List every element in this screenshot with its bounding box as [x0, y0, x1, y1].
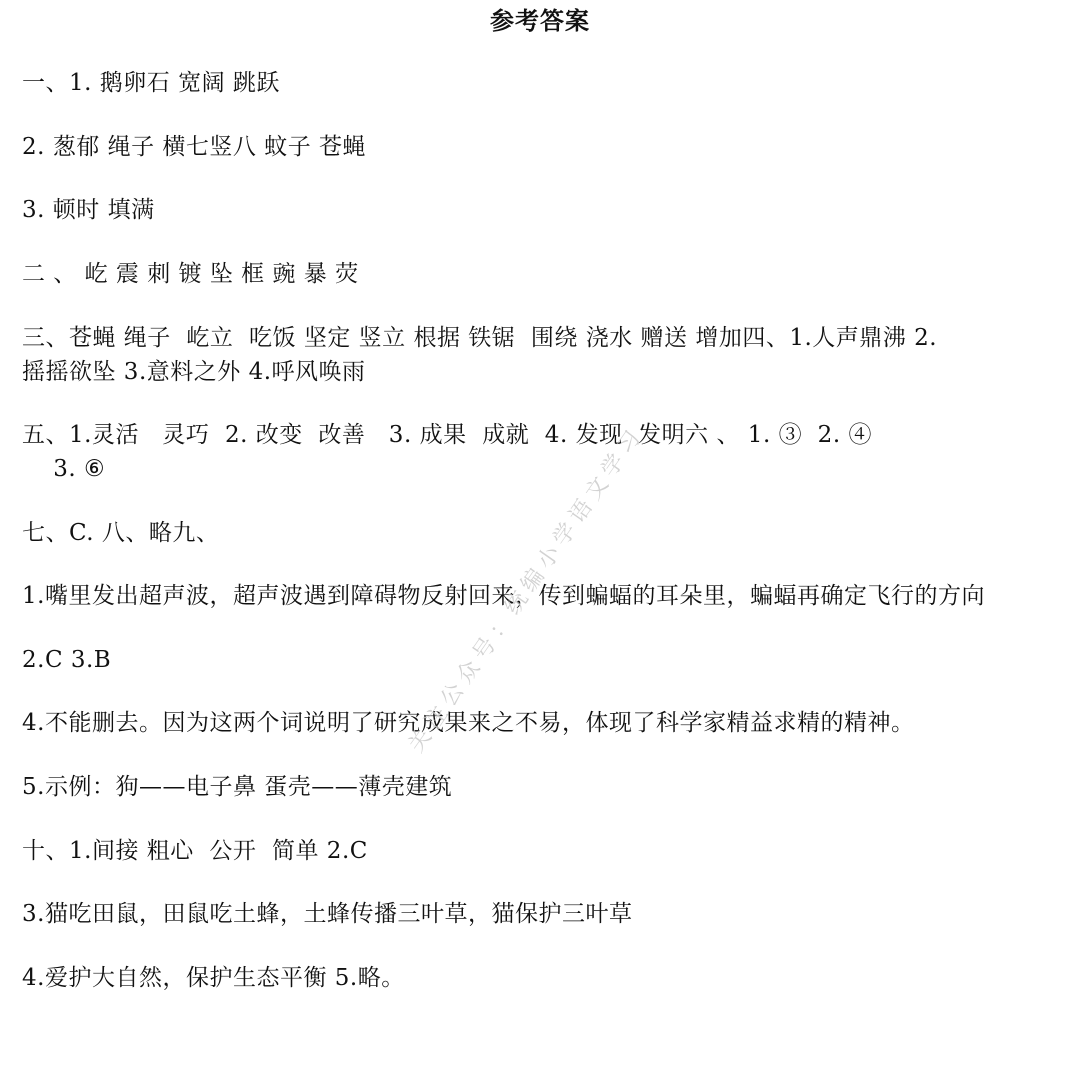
answer-line-13: 3.猫吃田鼠，田鼠吃土蜂，土蜂传播三叶草，猫保护三叶草 [22, 901, 633, 927]
answer-line-7: 七、C. 八、略九、 [22, 520, 220, 546]
page-title: 参考答案 [490, 7, 590, 35]
answer-line-8: 1.嘴里发出超声波，超声波遇到障碍物反射回来，传到蝙蝠的耳朵里，蝙蝠再确定飞行的方向 [22, 583, 985, 609]
answer-line-3: 3. 顿时 填满 [22, 197, 155, 223]
answer-line-1: 一、1. 鹅卵石 宽阔 跳跃 [22, 70, 280, 96]
answer-line-12: 十、1.间接 粗心 公开 简单 2.C [22, 838, 368, 864]
watermark: 关注公众号：统编小学语文学习 [404, 421, 650, 758]
answer-line-2: 2. 葱郁 绳子 横七竖八 蚊子 苍蝇 [22, 134, 366, 160]
answer-line-9: 2.C 3.B [22, 647, 112, 673]
answer-line-10: 4.不能删去。因为这两个词说明了研究成果来之不易，体现了科学家精益求精的精神。 [22, 710, 915, 736]
answer-line-4: 二 、 屹 震 刺 镀 坠 框 豌 暴 荧 [22, 261, 359, 287]
answer-line-14: 4.爱护大自然，保护生态平衡 5.略。 [22, 965, 405, 991]
answer-line-5: 三、苍蝇 绳子 屹立 吃饭 坚定 竖立 根据 铁锯 围绕 浇水 赠送 增加四、1.人声鼎沸 2. 摇摇欲坠 3.意料之外 4.呼风唤雨 [22, 325, 938, 385]
answer-line-11: 5.示例：狗——电子鼻 蛋壳——薄壳建筑 [22, 774, 453, 800]
answer-line-6: 五、1.灵活 灵巧 2. 改变 改善 3. 成果 成就 4. 发现 发明六 、 1. ③ 2. ④ 3. ⑥ [22, 422, 872, 482]
